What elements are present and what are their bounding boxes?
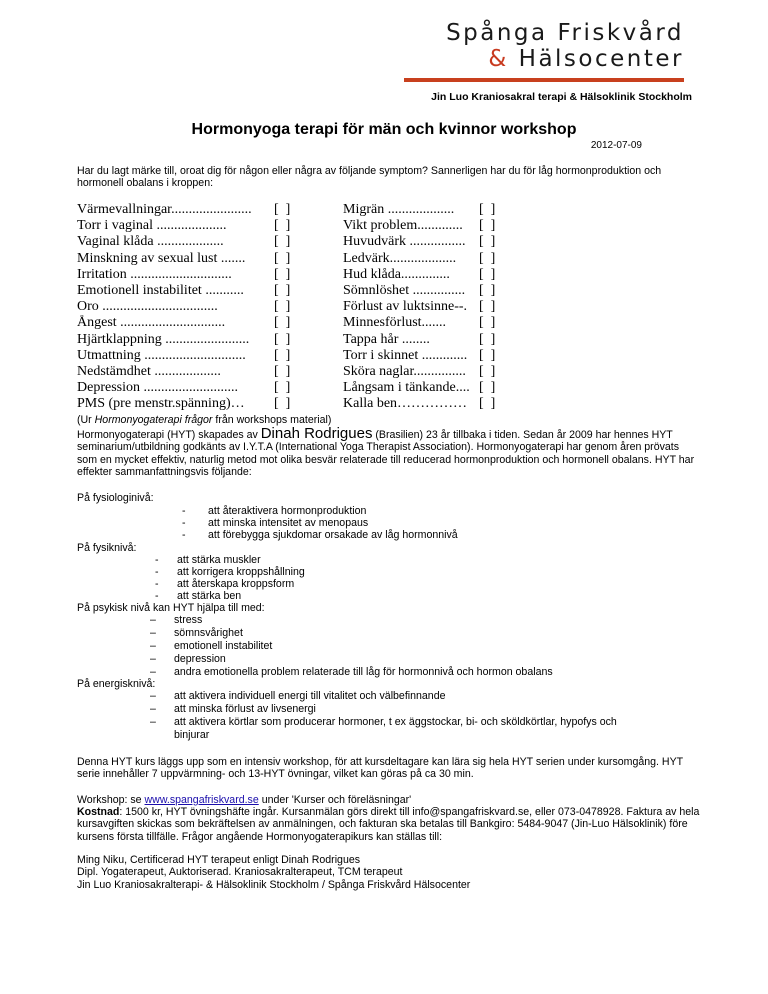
symptom-row xyxy=(343,283,495,299)
source-italic: Hormonyogaterapi frågor xyxy=(94,414,213,426)
list-item-text: att stärka muskler xyxy=(177,554,261,566)
list-item-text: att återskapa kroppsform xyxy=(177,578,295,590)
symptom-row xyxy=(343,234,495,250)
founder-name: Dinah Rodrigues xyxy=(260,425,373,442)
symptoms-left-column xyxy=(77,202,290,413)
symptom-row xyxy=(77,348,290,364)
symptom-label: Hud klåda.............. xyxy=(343,266,450,282)
symptom-label: Långsam i tänkande.... xyxy=(343,380,470,396)
symptom-label: Depression ........................... xyxy=(77,380,238,396)
psychological-item: – depression xyxy=(150,653,226,665)
energy-item: – att aktivera körtlar som producerar hormoner, t ex äggstockar, bi- och sköldkörtlar, hypofys och xyxy=(150,716,617,728)
psychological-item: – emotionell instabilitet xyxy=(150,640,273,652)
symptom-row xyxy=(343,364,495,380)
cost-paragraph xyxy=(77,806,701,843)
physical-heading: På fysiknivå: xyxy=(77,542,137,554)
cost-text: : 1500 kr, HYT övningshäfte ingår. Kursanmälan görs direkt till info@spangafriskvard.se, eller 073-0478928. Faktura av hela kursavgiften skickas som bekräftelsen av anmälningen, och fakturan ska betalas till Bankgiro: 5484-9047 (Jin-Luo Hälsoklinik) före kursens första tillfälle. Frågor angående Hormonyogaterapikurs kan ställas till: xyxy=(77,806,700,843)
symptom-checkbox[interactable]: [ ] xyxy=(479,266,496,282)
symptom-checkbox[interactable]: [ ] xyxy=(479,234,496,250)
symptom-label: Sömnlöshet ............... xyxy=(343,283,466,299)
symptom-checkbox[interactable]: [ ] xyxy=(274,364,291,380)
symptom-checkbox[interactable]: [ ] xyxy=(274,283,291,299)
symptom-label: Utmattning ............................. xyxy=(77,347,246,363)
symptom-checkbox[interactable]: [ ] xyxy=(479,250,496,266)
symptom-row xyxy=(77,299,290,315)
symptom-checkbox[interactable]: [ ] xyxy=(274,331,291,347)
hyt-paragraph xyxy=(77,425,697,479)
symptom-checkbox[interactable]: [ ] xyxy=(274,380,291,396)
symptom-label: Vikt problem............. xyxy=(343,218,463,234)
symptom-checkbox[interactable]: [ ] xyxy=(274,234,291,250)
symptom-checkbox[interactable]: [ ] xyxy=(479,396,496,412)
symptom-row xyxy=(343,332,495,348)
signature-line: Jin Luo Kraniosakralterapi- & Hälsoklinik Stockholm / Spånga Friskvård Hälsocenter xyxy=(77,878,471,891)
hyt-post: (Brasilien) 23 år tillbaka i tiden. Sedan år 2009 har hennes HYT seminarium/utbildning godkänts av I.Y.T.A (International Yoga Therapist Association). Hormonyogaterapi har genom åren prövats som en mycket effektiv, naturlig metod mot olika besvär relaterade till reducerad hormonproduktion och hormonell obalans. HYT har effekter sammanfattningsvis följande: xyxy=(77,429,695,479)
symptom-label: Kalla ben…………… xyxy=(343,396,468,412)
symptom-checkbox[interactable]: [ ] xyxy=(274,202,291,217)
physical-item: - att stärka muskler xyxy=(155,554,261,566)
symptom-checkbox[interactable]: [ ] xyxy=(274,250,291,266)
list-item-text: emotionell instabilitet xyxy=(174,640,273,652)
symptom-label: Förlust av luktsinne--. xyxy=(343,299,468,315)
symptom-checkbox[interactable]: [ ] xyxy=(274,218,291,234)
symptom-row xyxy=(77,202,290,218)
signature-line: Dipl. Yogaterapeut, Auktoriserad. Kraniosakralterapeut, TCM terapeut xyxy=(77,866,403,879)
symptom-checkbox[interactable]: [ ] xyxy=(274,299,291,315)
symptom-label: Värmevallningar....................... xyxy=(77,202,252,217)
source-suffix: från workshops material) xyxy=(212,414,332,426)
symptom-checkbox[interactable]: [ ] xyxy=(479,218,496,234)
symptom-row xyxy=(343,348,495,364)
symptom-label: Minskning av sexual lust ....... xyxy=(77,250,246,266)
intro-paragraph: Har du lagt märke till, oroat dig för någon eller några av följande symptom? Sannerligen har du för låg hormonproduktion och hormonell obalans i kroppen: xyxy=(77,165,662,190)
symptom-label: Emotionell instabilitet ........... xyxy=(77,283,244,299)
symptom-row xyxy=(77,364,290,380)
symptom-row xyxy=(343,218,495,234)
symptom-row xyxy=(77,332,290,348)
list-item-text: stress xyxy=(174,614,203,626)
list-item-text: att aktivera körtlar som producerar hormoner, t ex äggstockar, bi- och sköldkörtlar, hypofys och xyxy=(174,716,617,728)
symptom-label: Ångest .............................. xyxy=(77,315,226,331)
list-item-text: att minska intensitet av menopaus xyxy=(208,517,369,529)
symptom-checkbox[interactable]: [ ] xyxy=(479,202,496,217)
symptom-label: Sköra naglar............... xyxy=(343,364,466,380)
symptom-label: Torr i skinnet ............. xyxy=(343,347,468,363)
workshop-suffix: under 'Kurser och föreläsningar' xyxy=(258,794,412,806)
symptom-label: Torr i vaginal .................... xyxy=(77,218,227,234)
symptom-checkbox[interactable]: [ ] xyxy=(274,396,291,412)
symptom-row xyxy=(343,267,495,283)
symptom-label: Huvudvärk ................ xyxy=(343,234,466,250)
energy-item: – att minska förlust av livsenergi xyxy=(150,703,316,715)
symptom-checkbox[interactable]: [ ] xyxy=(479,331,496,347)
company-logo xyxy=(446,20,684,72)
symptom-row xyxy=(343,380,495,396)
symptom-row xyxy=(77,283,290,299)
symptoms-right-column xyxy=(343,202,495,413)
symptom-label: Minnesförlust....... xyxy=(343,315,447,331)
workshop-prefix: Workshop: se xyxy=(77,794,145,806)
logo-line-2-text: Hälsocenter xyxy=(518,46,684,72)
symptom-row xyxy=(77,234,290,250)
symptom-checkbox[interactable]: [ ] xyxy=(274,315,291,331)
document-date: 2012-07-09 xyxy=(590,140,642,151)
physical-item: - att korrigera kroppshållning xyxy=(155,566,305,578)
list-item-text: att återaktivera hormonproduktion xyxy=(208,505,367,517)
logo-line-2 xyxy=(446,46,684,72)
symptom-row xyxy=(343,299,495,315)
symptom-checkbox[interactable]: [ ] xyxy=(479,364,496,380)
symptom-checkbox[interactable]: [ ] xyxy=(479,380,496,396)
list-item-text: att korrigera kroppshållning xyxy=(177,566,305,578)
physiological-item: - att förebygga sjukdomar orsakade av låg hormonnivå xyxy=(182,529,458,541)
signature-line: Ming Niku, Certificerad HYT terapeut enligt Dinah Rodrigues xyxy=(77,854,361,866)
symptom-row xyxy=(77,396,290,412)
psychological-item: – stress xyxy=(150,614,203,626)
symptom-row xyxy=(77,251,290,267)
symptom-label: Ledvärk................... xyxy=(343,250,457,266)
signature-block xyxy=(77,854,697,891)
physical-item: - att stärka ben xyxy=(155,590,242,602)
logo-line-1: Spånga Friskvård xyxy=(446,20,684,46)
website-link[interactable]: www.spangafriskvard.se xyxy=(144,794,259,806)
course-paragraph: Denna HYT kurs läggs upp som en intensiv workshop, för att kursdeltagare kan lära sig hela HYT serien under kursomgång. HYT serie innehåller 7 uppvärmning- och 13-HYT övningar, vilket kan göras på ca 30 min. xyxy=(77,756,683,781)
document-title: Hormonyoga terapi för män och kvinnor workshop xyxy=(191,121,577,138)
list-item-text: att minska förlust av livsenergi xyxy=(174,703,316,715)
list-item-text: sömnsvårighet xyxy=(174,627,243,639)
energy-item-continuation: binjurar xyxy=(174,729,210,741)
list-item-text: att aktivera individuell energi till vitalitet och välbefinnande xyxy=(174,690,446,702)
psychological-item: – sömnsvårighet xyxy=(150,627,243,639)
symptom-label: Hjärtklappning ........................ xyxy=(77,331,250,347)
symptom-label: Irritation ............................. xyxy=(77,266,232,282)
symptom-row xyxy=(343,315,495,331)
list-item-text: att stärka ben xyxy=(177,590,242,602)
list-item-text: att förebygga sjukdomar orsakade av låg hormonnivå xyxy=(208,529,458,541)
list-item-text: depression xyxy=(174,653,226,665)
symptom-label: Nedstämdhet ................... xyxy=(77,364,221,380)
symptom-row xyxy=(77,380,290,396)
hyt-pre: Hormonyogaterapi (HYT) skapades av xyxy=(77,429,261,441)
symptom-checkbox[interactable]: [ ] xyxy=(274,347,291,363)
symptom-checkbox[interactable]: [ ] xyxy=(479,299,496,315)
symptom-label: PMS (pre menstr.spänning)… xyxy=(77,396,245,412)
symptom-checkbox[interactable]: [ ] xyxy=(479,315,496,331)
cost-label: Kostnad xyxy=(77,806,120,818)
physiological-item: - att återaktivera hormonproduktion xyxy=(182,505,367,517)
physiological-item: - att minska intensitet av menopaus xyxy=(182,517,369,529)
symptom-label: Oro ................................. xyxy=(77,299,218,315)
symptom-checkbox[interactable]: [ ] xyxy=(479,347,496,363)
symptom-row xyxy=(77,267,290,283)
logo-accent-bar xyxy=(404,78,684,82)
symptom-row xyxy=(77,315,290,331)
psychological-item: – andra emotionella problem relaterade till låg för hormonnivå och hormon obalans xyxy=(150,666,553,678)
logo-ampersand: & xyxy=(488,46,509,72)
physiological-heading: På fysiologinivå: xyxy=(77,492,154,504)
energy-item: – att aktivera individuell energi till vitalitet och välbefinnande xyxy=(150,690,446,702)
symptom-label: Vaginal klåda ................... xyxy=(77,234,224,250)
symptom-label: Tappa hår ........ xyxy=(343,331,430,347)
workshop-line xyxy=(77,794,697,806)
psychological-heading: På psykisk nivå kan HYT hjälpa till med: xyxy=(77,602,265,614)
energy-heading: På energisknivå: xyxy=(77,678,156,690)
symptom-checkbox[interactable]: [ ] xyxy=(274,266,291,282)
clinic-subheading: Jin Luo Kraniosakral terapi & Hälsoklinik Stockholm xyxy=(431,91,692,103)
symptom-row xyxy=(343,396,495,412)
symptom-checkbox[interactable]: [ ] xyxy=(479,283,496,299)
physical-item: - att återskapa kroppsform xyxy=(155,578,295,590)
symptom-row xyxy=(343,202,495,218)
symptom-row xyxy=(343,251,495,267)
symptom-label: Migrän ................... xyxy=(343,202,455,217)
list-item-text: andra emotionella problem relaterade till låg för hormonnivå och hormon obalans xyxy=(174,666,553,678)
symptom-row xyxy=(77,218,290,234)
source-prefix: (Ur xyxy=(77,414,95,426)
